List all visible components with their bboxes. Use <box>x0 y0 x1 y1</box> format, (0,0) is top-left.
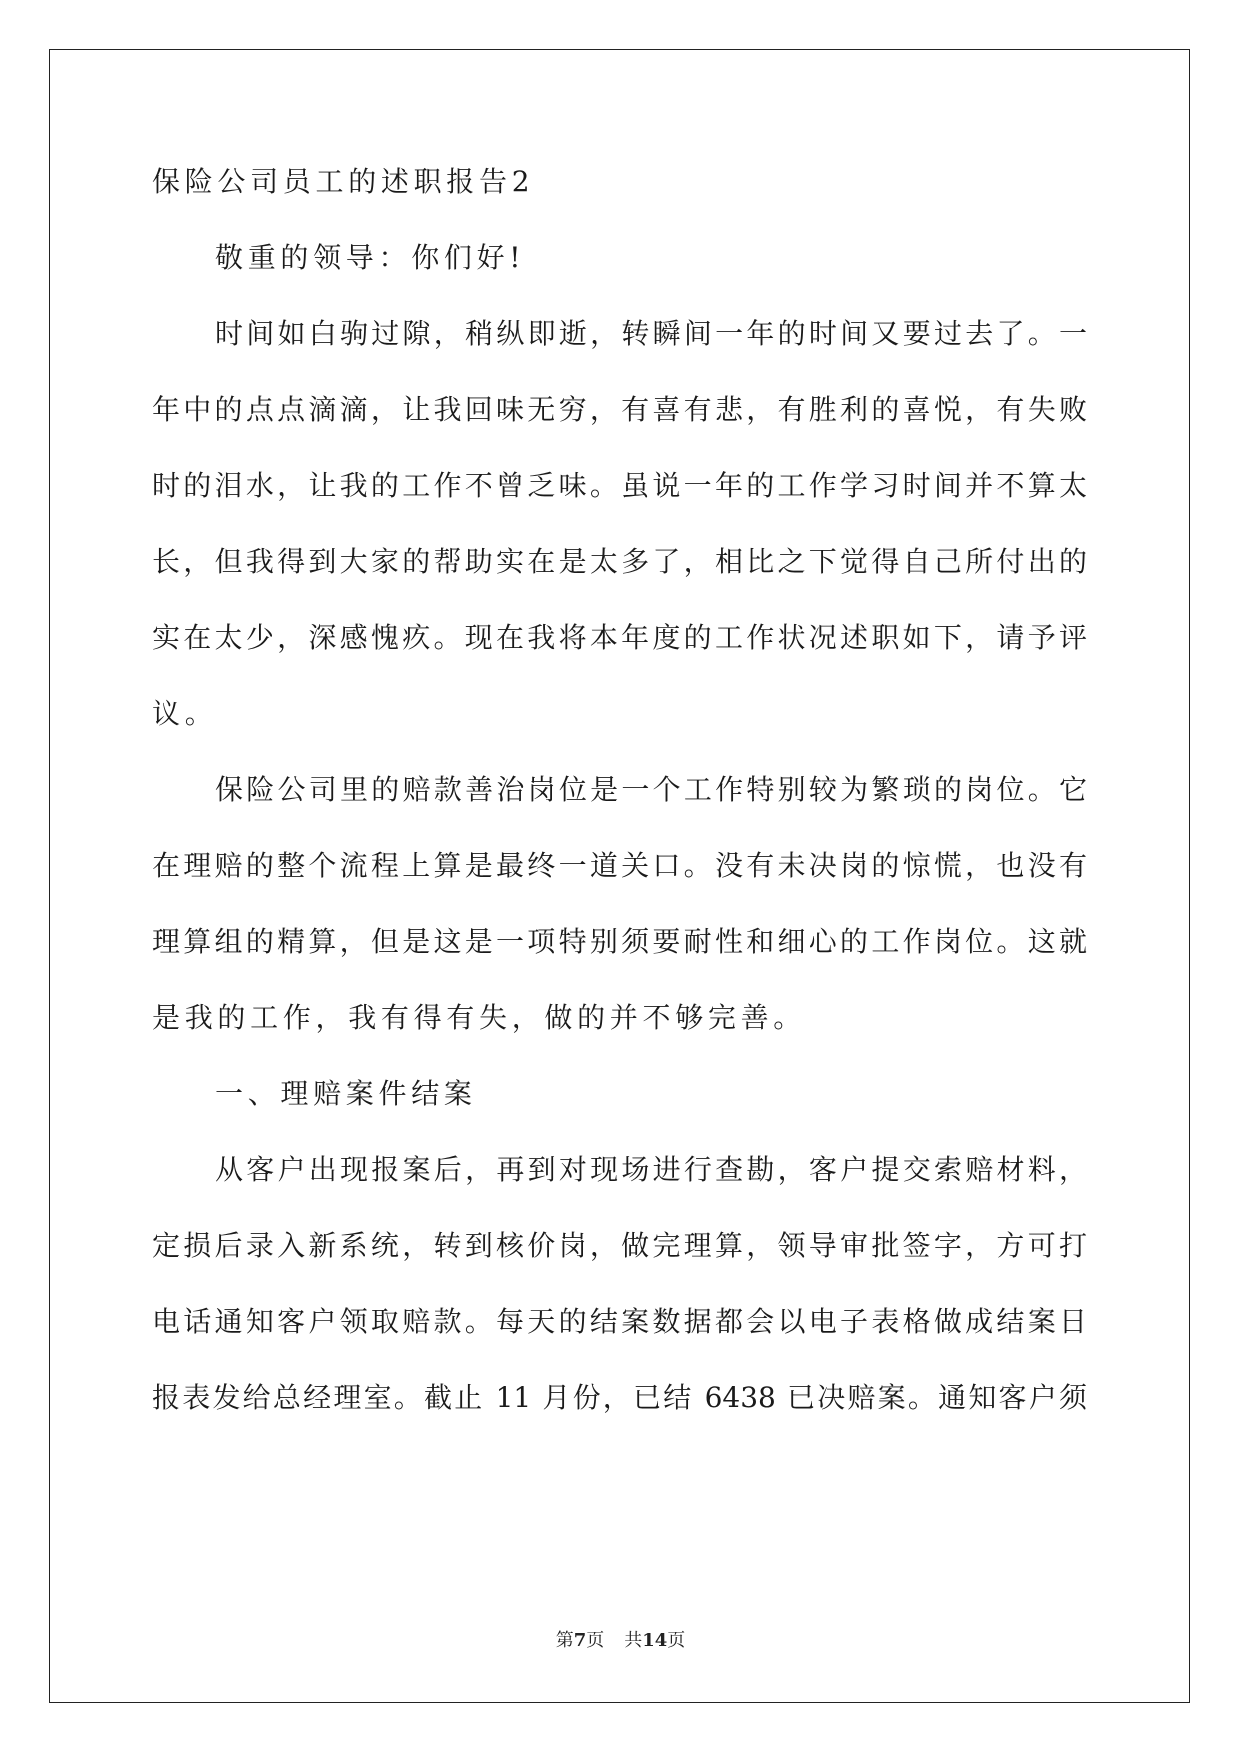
page-total: 14 <box>642 1630 668 1651</box>
paragraph-line: 理算组的精算，但是这是一项特别须要耐性和细心的工作岗位。这就 <box>152 925 1087 958</box>
paragraph-line: 时间如白驹过隙，稍纵即逝，转瞬间一年的时间又要过去了。一 <box>215 317 1087 350</box>
paragraph-line: 年中的点点滴滴，让我回味无穷，有喜有悲，有胜利的喜悦，有失败 <box>152 393 1087 426</box>
total-prefix: 共 <box>624 1630 643 1651</box>
document-body <box>152 163 1087 1455</box>
paragraph-line: 是我的工作，我有得有失，做的并不够完善。 <box>152 1001 807 1034</box>
page-footer <box>0 1629 1241 1653</box>
section-heading: 一、理赔案件结案 <box>215 1077 477 1110</box>
page-suffix: 页 <box>586 1630 605 1651</box>
paragraph-line: 长，但我得到大家的帮助实在是太多了，相比之下觉得自己所付出的 <box>152 545 1087 578</box>
document-title: 保险公司员工的述职报告2 <box>152 165 535 198</box>
paragraph-line: 电话通知客户领取赔款。每天的结案数据都会以电子表格做成结案日 <box>152 1305 1087 1338</box>
paragraph-line: 从客户出现报案后，再到对现场进行查勘，客户提交索赔材料， <box>215 1153 1087 1186</box>
paragraph-line: 在理赔的整个流程上算是最终一道关口。没有未决岗的惊慌，也没有 <box>152 849 1087 882</box>
paragraph-line: 报表发给总经理室。截止 11 月份，已结 6438 已决赔案。通知客户须 <box>152 1381 1087 1414</box>
paragraph-line: 时的泪水，让我的工作不曾乏味。虽说一年的工作学习时间并不算太 <box>152 469 1087 502</box>
paragraph-line: 保险公司里的赔款善治岗位是一个工作特别较为繁琐的岗位。它 <box>215 773 1087 806</box>
page-prefix: 第 <box>555 1630 574 1651</box>
paragraph-line: 定损后录入新系统，转到核价岗，做完理算，领导审批签字，方可打 <box>152 1229 1087 1262</box>
total-suffix: 页 <box>667 1630 686 1651</box>
page-current: 7 <box>573 1630 587 1651</box>
paragraph-line: 实在太少，深感愧疚。现在我将本年度的工作状况述职如下，请予评 <box>152 621 1087 654</box>
paragraph-line: 议。 <box>152 697 218 730</box>
salutation: 敬重的领导：你们好! <box>215 241 526 274</box>
